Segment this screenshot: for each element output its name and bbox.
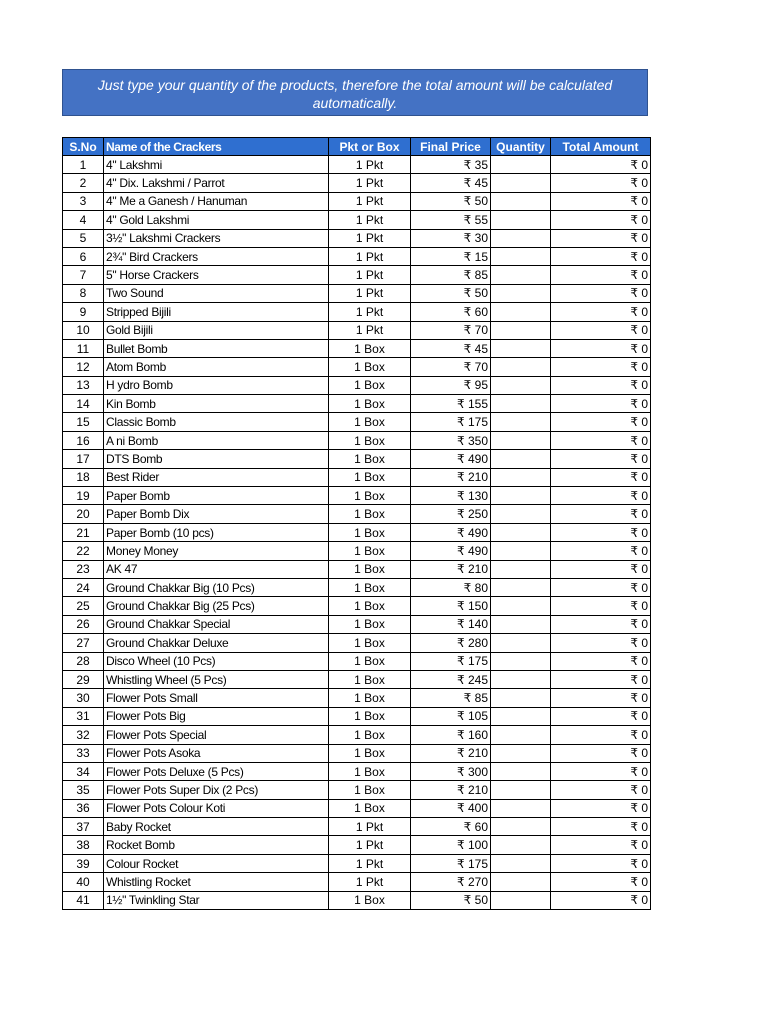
row-product-name: 5" Horse Crackers: [104, 266, 329, 284]
row-total-amount: ₹ 0: [551, 303, 651, 321]
row-quantity-input[interactable]: [491, 229, 551, 247]
row-quantity-input[interactable]: [491, 413, 551, 431]
row-product-name: A ni Bomb: [104, 431, 329, 449]
header-quantity: Quantity: [491, 138, 551, 156]
row-final-price: ₹ 490: [411, 450, 491, 468]
row-pkt-or-box: 1 Box: [329, 707, 411, 725]
row-pkt-or-box: 1 Pkt: [329, 266, 411, 284]
row-quantity-input[interactable]: [491, 376, 551, 394]
table-row: [63, 634, 651, 652]
row-sno: 17: [63, 450, 104, 468]
row-pkt-or-box: 1 Box: [329, 578, 411, 596]
row-pkt-or-box: 1 Box: [329, 339, 411, 357]
row-final-price: ₹ 105: [411, 707, 491, 725]
row-total-amount: ₹ 0: [551, 652, 651, 670]
row-sno: 12: [63, 358, 104, 376]
row-quantity-input[interactable]: [491, 634, 551, 652]
row-product-name: 1½" Twinkling Star: [104, 891, 329, 909]
row-sno: 35: [63, 781, 104, 799]
row-quantity-input[interactable]: [491, 542, 551, 560]
table-row: [63, 266, 651, 284]
table-row: [63, 395, 651, 413]
row-total-amount: ₹ 0: [551, 431, 651, 449]
row-sno: 1: [63, 156, 104, 174]
row-sno: 26: [63, 615, 104, 633]
row-product-name: 4" Me a Ganesh / Hanuman: [104, 192, 329, 210]
row-quantity-input[interactable]: [491, 854, 551, 872]
table-row: [63, 487, 651, 505]
row-final-price: ₹ 45: [411, 339, 491, 357]
row-product-name: Kin Bomb: [104, 395, 329, 413]
row-pkt-or-box: 1 Box: [329, 762, 411, 780]
row-quantity-input[interactable]: [491, 358, 551, 376]
row-product-name: 2¾" Bird Crackers: [104, 247, 329, 265]
instruction-banner: [62, 69, 648, 116]
row-final-price: ₹ 210: [411, 468, 491, 486]
table-row: [63, 597, 651, 615]
row-quantity-input[interactable]: [491, 781, 551, 799]
table-row: [63, 854, 651, 872]
row-pkt-or-box: 1 Pkt: [329, 873, 411, 891]
row-quantity-input[interactable]: [491, 156, 551, 174]
row-quantity-input[interactable]: [491, 744, 551, 762]
row-quantity-input[interactable]: [491, 578, 551, 596]
row-final-price: ₹ 270: [411, 873, 491, 891]
table-row: [63, 192, 651, 210]
row-pkt-or-box: 1 Box: [329, 781, 411, 799]
row-quantity-input[interactable]: [491, 818, 551, 836]
row-total-amount: ₹ 0: [551, 284, 651, 302]
row-quantity-input[interactable]: [491, 395, 551, 413]
row-quantity-input[interactable]: [491, 505, 551, 523]
row-product-name: Flower Pots Colour Koti: [104, 799, 329, 817]
row-pkt-or-box: 1 Box: [329, 726, 411, 744]
row-pkt-or-box: 1 Pkt: [329, 284, 411, 302]
row-total-amount: ₹ 0: [551, 156, 651, 174]
row-final-price: ₹ 50: [411, 192, 491, 210]
row-final-price: ₹ 150: [411, 597, 491, 615]
row-total-amount: ₹ 0: [551, 836, 651, 854]
table-row: [63, 670, 651, 688]
row-product-name: Two Sound: [104, 284, 329, 302]
header-pkt-or-box: Pkt or Box: [329, 138, 411, 156]
row-pkt-or-box: 1 Box: [329, 468, 411, 486]
table-row: [63, 891, 651, 909]
row-total-amount: ₹ 0: [551, 818, 651, 836]
table-row: [63, 321, 651, 339]
row-sno: 34: [63, 762, 104, 780]
row-final-price: ₹ 95: [411, 376, 491, 394]
row-pkt-or-box: 1 Box: [329, 542, 411, 560]
table-row: [63, 303, 651, 321]
row-total-amount: ₹ 0: [551, 726, 651, 744]
row-final-price: ₹ 30: [411, 229, 491, 247]
row-product-name: Flower Pots Deluxe (5 Pcs): [104, 762, 329, 780]
row-sno: 7: [63, 266, 104, 284]
row-final-price: ₹ 155: [411, 395, 491, 413]
table-row: [63, 211, 651, 229]
row-final-price: ₹ 300: [411, 762, 491, 780]
row-sno: 2: [63, 174, 104, 192]
row-final-price: ₹ 85: [411, 689, 491, 707]
row-sno: 28: [63, 652, 104, 670]
row-final-price: ₹ 175: [411, 413, 491, 431]
row-sno: 27: [63, 634, 104, 652]
instruction-text: Just type your quantity of the products, therefore the total amount will be calculated automatically.: [97, 77, 613, 111]
row-final-price: ₹ 245: [411, 670, 491, 688]
table-row: [63, 174, 651, 192]
row-total-amount: ₹ 0: [551, 192, 651, 210]
table-row: [63, 578, 651, 596]
row-total-amount: ₹ 0: [551, 578, 651, 596]
table-row: [63, 615, 651, 633]
row-sno: 8: [63, 284, 104, 302]
row-quantity-input[interactable]: [491, 560, 551, 578]
row-quantity-input[interactable]: [491, 174, 551, 192]
row-sno: 23: [63, 560, 104, 578]
row-pkt-or-box: 1 Box: [329, 689, 411, 707]
row-quantity-input[interactable]: [491, 303, 551, 321]
row-final-price: ₹ 50: [411, 891, 491, 909]
row-sno: 6: [63, 247, 104, 265]
header-total-amount: Total Amount: [551, 138, 651, 156]
row-pkt-or-box: 1 Box: [329, 560, 411, 578]
row-product-name: Classic Bomb: [104, 413, 329, 431]
row-total-amount: ₹ 0: [551, 891, 651, 909]
row-total-amount: ₹ 0: [551, 211, 651, 229]
header-name: Name of the Crackers: [104, 138, 329, 156]
row-sno: 33: [63, 744, 104, 762]
row-product-name: Baby Rocket: [104, 818, 329, 836]
row-pkt-or-box: 1 Box: [329, 395, 411, 413]
row-total-amount: ₹ 0: [551, 560, 651, 578]
row-final-price: ₹ 80: [411, 578, 491, 596]
row-quantity-input[interactable]: [491, 431, 551, 449]
row-quantity-input[interactable]: [491, 247, 551, 265]
row-product-name: Ground Chakkar Special: [104, 615, 329, 633]
row-quantity-input[interactable]: [491, 266, 551, 284]
row-pkt-or-box: 1 Box: [329, 891, 411, 909]
row-total-amount: ₹ 0: [551, 781, 651, 799]
row-quantity-input[interactable]: [491, 652, 551, 670]
row-quantity-input[interactable]: [491, 689, 551, 707]
row-product-name: Paper Bomb (10 pcs): [104, 523, 329, 541]
row-final-price: ₹ 250: [411, 505, 491, 523]
row-sno: 15: [63, 413, 104, 431]
row-product-name: H ydro Bomb: [104, 376, 329, 394]
row-pkt-or-box: 1 Box: [329, 431, 411, 449]
row-sno: 21: [63, 523, 104, 541]
row-pkt-or-box: 1 Box: [329, 744, 411, 762]
row-total-amount: ₹ 0: [551, 670, 651, 688]
header-sno: S.No: [63, 138, 104, 156]
row-final-price: ₹ 490: [411, 523, 491, 541]
row-pkt-or-box: 1 Pkt: [329, 321, 411, 339]
table-row: [63, 450, 651, 468]
table-row: [63, 689, 651, 707]
row-quantity-input[interactable]: [491, 339, 551, 357]
row-product-name: Ground Chakkar Deluxe: [104, 634, 329, 652]
row-product-name: Stripped Bijili: [104, 303, 329, 321]
row-total-amount: ₹ 0: [551, 339, 651, 357]
row-product-name: Disco Wheel (10 Pcs): [104, 652, 329, 670]
row-final-price: ₹ 70: [411, 321, 491, 339]
row-quantity-input[interactable]: [491, 284, 551, 302]
row-final-price: ₹ 60: [411, 818, 491, 836]
row-final-price: ₹ 130: [411, 487, 491, 505]
row-sno: 20: [63, 505, 104, 523]
row-product-name: Whistling Rocket: [104, 873, 329, 891]
table-row: [63, 156, 651, 174]
row-final-price: ₹ 210: [411, 560, 491, 578]
row-total-amount: ₹ 0: [551, 468, 651, 486]
row-quantity-input[interactable]: [491, 799, 551, 817]
row-pkt-or-box: 1 Box: [329, 652, 411, 670]
row-sno: 25: [63, 597, 104, 615]
row-final-price: ₹ 140: [411, 615, 491, 633]
row-total-amount: ₹ 0: [551, 174, 651, 192]
table-row: [63, 873, 651, 891]
row-product-name: 4" Lakshmi: [104, 156, 329, 174]
table-row: [63, 781, 651, 799]
table-row: [63, 468, 651, 486]
row-sno: 41: [63, 891, 104, 909]
header-final-price: Final Price: [411, 138, 491, 156]
header-row: [63, 138, 651, 156]
row-product-name: Flower Pots Big: [104, 707, 329, 725]
table-row: [63, 560, 651, 578]
row-pkt-or-box: 1 Box: [329, 670, 411, 688]
row-final-price: ₹ 160: [411, 726, 491, 744]
row-total-amount: ₹ 0: [551, 266, 651, 284]
row-sno: 24: [63, 578, 104, 596]
row-sno: 13: [63, 376, 104, 394]
row-pkt-or-box: 1 Pkt: [329, 192, 411, 210]
row-product-name: AK 47: [104, 560, 329, 578]
table-row: [63, 542, 651, 560]
row-product-name: Whistling Wheel (5 Pcs): [104, 670, 329, 688]
row-quantity-input[interactable]: [491, 670, 551, 688]
row-product-name: Atom Bomb: [104, 358, 329, 376]
table-row: [63, 376, 651, 394]
table-row: [63, 818, 651, 836]
table-row: [63, 229, 651, 247]
row-product-name: Flower Pots Asoka: [104, 744, 329, 762]
row-sno: 19: [63, 487, 104, 505]
row-quantity-input[interactable]: [491, 873, 551, 891]
row-total-amount: ₹ 0: [551, 634, 651, 652]
row-quantity-input[interactable]: [491, 523, 551, 541]
row-quantity-input[interactable]: [491, 762, 551, 780]
row-sno: 18: [63, 468, 104, 486]
table-row: [63, 762, 651, 780]
row-product-name: Best Rider: [104, 468, 329, 486]
row-final-price: ₹ 55: [411, 211, 491, 229]
table-row: [63, 247, 651, 265]
row-final-price: ₹ 175: [411, 652, 491, 670]
row-sno: 10: [63, 321, 104, 339]
row-total-amount: ₹ 0: [551, 689, 651, 707]
row-total-amount: ₹ 0: [551, 854, 651, 872]
row-quantity-input[interactable]: [491, 450, 551, 468]
row-total-amount: ₹ 0: [551, 597, 651, 615]
row-pkt-or-box: 1 Pkt: [329, 836, 411, 854]
row-final-price: ₹ 175: [411, 854, 491, 872]
row-sno: 37: [63, 818, 104, 836]
row-final-price: ₹ 70: [411, 358, 491, 376]
row-sno: 40: [63, 873, 104, 891]
table-row: [63, 726, 651, 744]
table-row: [63, 431, 651, 449]
table-row: [63, 413, 651, 431]
row-sno: 3: [63, 192, 104, 210]
row-product-name: Ground Chakkar Big (10 Pcs): [104, 578, 329, 596]
row-pkt-or-box: 1 Box: [329, 799, 411, 817]
row-pkt-or-box: 1 Pkt: [329, 229, 411, 247]
row-pkt-or-box: 1 Pkt: [329, 247, 411, 265]
table-row: [63, 505, 651, 523]
row-final-price: ₹ 280: [411, 634, 491, 652]
row-sno: 39: [63, 854, 104, 872]
row-pkt-or-box: 1 Pkt: [329, 854, 411, 872]
row-pkt-or-box: 1 Pkt: [329, 818, 411, 836]
row-final-price: ₹ 490: [411, 542, 491, 560]
row-total-amount: ₹ 0: [551, 395, 651, 413]
row-quantity-input[interactable]: [491, 891, 551, 909]
row-final-price: ₹ 60: [411, 303, 491, 321]
row-pkt-or-box: 1 Box: [329, 597, 411, 615]
row-total-amount: ₹ 0: [551, 873, 651, 891]
row-pkt-or-box: 1 Box: [329, 376, 411, 394]
row-total-amount: ₹ 0: [551, 247, 651, 265]
row-final-price: ₹ 15: [411, 247, 491, 265]
row-final-price: ₹ 100: [411, 836, 491, 854]
row-final-price: ₹ 400: [411, 799, 491, 817]
row-sno: 9: [63, 303, 104, 321]
row-pkt-or-box: 1 Box: [329, 523, 411, 541]
row-sno: 29: [63, 670, 104, 688]
row-product-name: Gold Bijili: [104, 321, 329, 339]
row-final-price: ₹ 85: [411, 266, 491, 284]
row-pkt-or-box: 1 Box: [329, 358, 411, 376]
row-quantity-input[interactable]: [491, 487, 551, 505]
row-final-price: ₹ 210: [411, 744, 491, 762]
row-product-name: Paper Bomb: [104, 487, 329, 505]
row-pkt-or-box: 1 Box: [329, 505, 411, 523]
row-product-name: Bullet Bomb: [104, 339, 329, 357]
table-row: [63, 799, 651, 817]
row-final-price: ₹ 210: [411, 781, 491, 799]
row-total-amount: ₹ 0: [551, 762, 651, 780]
row-total-amount: ₹ 0: [551, 376, 651, 394]
row-pkt-or-box: 1 Pkt: [329, 303, 411, 321]
row-pkt-or-box: 1 Pkt: [329, 156, 411, 174]
row-pkt-or-box: 1 Box: [329, 413, 411, 431]
row-final-price: ₹ 350: [411, 431, 491, 449]
row-quantity-input[interactable]: [491, 468, 551, 486]
row-pkt-or-box: 1 Box: [329, 450, 411, 468]
row-product-name: 4" Gold Lakshmi: [104, 211, 329, 229]
row-product-name: Flower Pots Small: [104, 689, 329, 707]
row-total-amount: ₹ 0: [551, 450, 651, 468]
row-total-amount: ₹ 0: [551, 542, 651, 560]
row-quantity-input[interactable]: [491, 192, 551, 210]
table-row: [63, 339, 651, 357]
row-final-price: ₹ 45: [411, 174, 491, 192]
row-sno: 4: [63, 211, 104, 229]
table-row: [63, 744, 651, 762]
row-final-price: ₹ 50: [411, 284, 491, 302]
row-sno: 16: [63, 431, 104, 449]
row-product-name: Colour Rocket: [104, 854, 329, 872]
row-product-name: Rocket Bomb: [104, 836, 329, 854]
row-total-amount: ₹ 0: [551, 799, 651, 817]
row-total-amount: ₹ 0: [551, 229, 651, 247]
row-sno: 14: [63, 395, 104, 413]
row-product-name: Money Money: [104, 542, 329, 560]
row-sno: 5: [63, 229, 104, 247]
row-sno: 22: [63, 542, 104, 560]
row-sno: 38: [63, 836, 104, 854]
row-total-amount: ₹ 0: [551, 413, 651, 431]
row-pkt-or-box: 1 Pkt: [329, 211, 411, 229]
row-product-name: Paper Bomb Dix: [104, 505, 329, 523]
row-product-name: 4" Dix. Lakshmi / Parrot: [104, 174, 329, 192]
row-product-name: Flower Pots Super Dix (2 Pcs): [104, 781, 329, 799]
table-row: [63, 523, 651, 541]
row-pkt-or-box: 1 Box: [329, 615, 411, 633]
row-quantity-input[interactable]: [491, 211, 551, 229]
row-total-amount: ₹ 0: [551, 523, 651, 541]
row-quantity-input[interactable]: [491, 615, 551, 633]
table-row: [63, 707, 651, 725]
row-pkt-or-box: 1 Pkt: [329, 174, 411, 192]
row-product-name: DTS Bomb: [104, 450, 329, 468]
row-product-name: Flower Pots Special: [104, 726, 329, 744]
row-total-amount: ₹ 0: [551, 487, 651, 505]
row-sno: 11: [63, 339, 104, 357]
row-pkt-or-box: 1 Box: [329, 634, 411, 652]
table-body: [63, 156, 651, 910]
row-sno: 32: [63, 726, 104, 744]
row-sno: 31: [63, 707, 104, 725]
row-quantity-input[interactable]: [491, 707, 551, 725]
row-total-amount: ₹ 0: [551, 505, 651, 523]
table-row: [63, 652, 651, 670]
row-sno: 36: [63, 799, 104, 817]
row-total-amount: ₹ 0: [551, 744, 651, 762]
row-final-price: ₹ 35: [411, 156, 491, 174]
row-pkt-or-box: 1 Box: [329, 487, 411, 505]
row-quantity-input[interactable]: [491, 836, 551, 854]
row-total-amount: ₹ 0: [551, 615, 651, 633]
row-quantity-input[interactable]: [491, 597, 551, 615]
row-total-amount: ₹ 0: [551, 321, 651, 339]
table-row: [63, 836, 651, 854]
row-total-amount: ₹ 0: [551, 358, 651, 376]
row-quantity-input[interactable]: [491, 726, 551, 744]
table-row: [63, 358, 651, 376]
row-total-amount: ₹ 0: [551, 707, 651, 725]
row-quantity-input[interactable]: [491, 321, 551, 339]
price-list-table: [62, 137, 651, 910]
row-product-name: 3½" Lakshmi Crackers: [104, 229, 329, 247]
row-sno: 30: [63, 689, 104, 707]
row-product-name: Ground Chakkar Big (25 Pcs): [104, 597, 329, 615]
table-row: [63, 284, 651, 302]
